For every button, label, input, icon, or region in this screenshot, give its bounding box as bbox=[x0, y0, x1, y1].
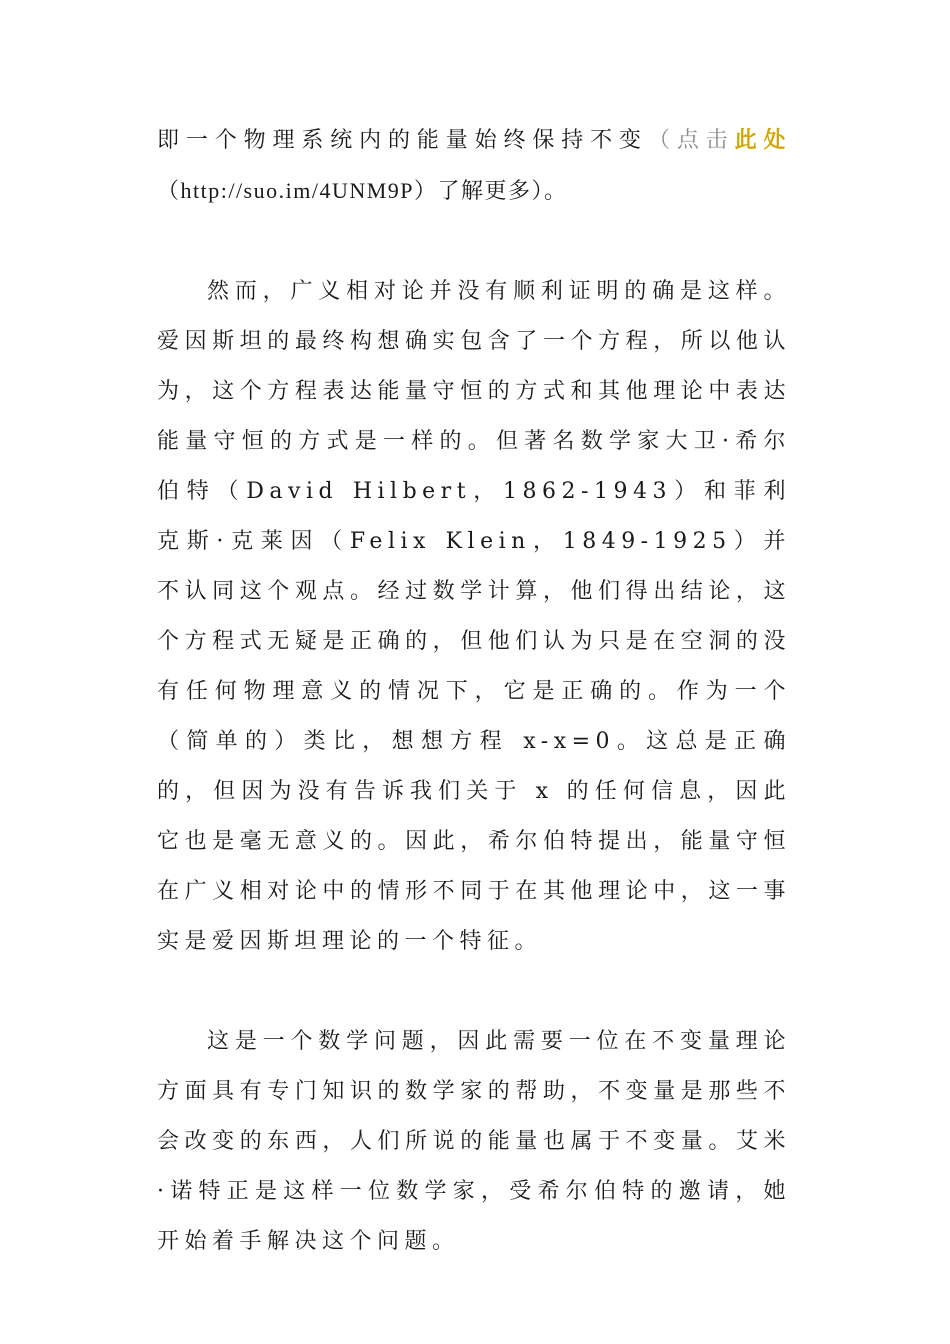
paragraph-1-text-b: （点击 bbox=[647, 128, 735, 153]
paragraph-1-text-a: 即一个物理系统内的能量始终保持不变 bbox=[157, 128, 648, 153]
click-here-link[interactable]: 此处 bbox=[734, 127, 791, 153]
paragraph-1 bbox=[157, 115, 791, 217]
paragraph-3: 这是一个数学问题，因此需要一位在不变量理论方面具有专门知识的数学家的帮助，不变量是那些不会改变的东西，人们所说的能量也属于不变量。艾米·诺特正是这样一位数学家，受希尔伯特的邀请，她开始着手解决这个问题。 bbox=[157, 1029, 791, 1254]
paragraph-2: 然而，广义相对论并没有顺利证明的确是这样。爱因斯坦的最终构想确实包含了一个方程，所以他认为，这个方程表达能量守恒的方式和其他理论中表达能量守恒的方式是一样的。但著名数学家大卫·希尔伯特（David Hilbert，1862-1943）和菲利克斯·克莱因（Felix Klein，1849-1925）并不认同这个观点。经过数学计算，他们得出结论，这个方程式无疑是正确的，但他们认为只是在空洞的没有任何物理意义的情况下，它是正确的。作为一个（简单的）类比，想想方程 x-x=0。这总是正确的，但因为没有告诉我们关于 x 的任何信息，因此它也是毫无意义的。因此，希尔伯特提出，能量守恒在广义相对论中的情形不同于在其他理论中，这一事实是爱因斯坦理论的一个特征。 bbox=[157, 279, 791, 954]
paragraph-1-text-c: （http://suo.im/4UNM9P）了解更多）。 bbox=[157, 178, 568, 203]
document-page bbox=[157, 115, 791, 1267]
